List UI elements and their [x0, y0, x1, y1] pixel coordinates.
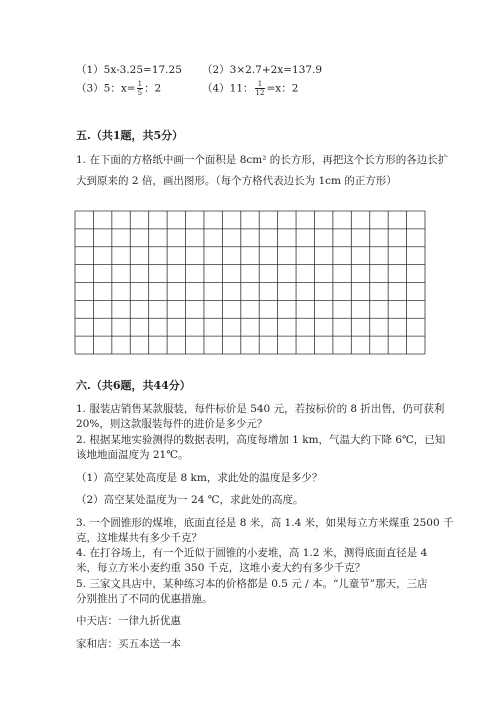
- section-6-q1-line1: 1. 服装店销售某款服装，每件标价是 540 元，若按标价的 8 折出售，仍可获利: [76, 403, 445, 415]
- section-6-q2-line2: 该地地面温度为 21℃。: [76, 449, 189, 461]
- section-6-q5-line2: 分别推出了不同的优惠措施。: [76, 593, 213, 605]
- section-6-title: 六.（共6题，共44分）: [76, 379, 191, 392]
- section-6-q1-line2: 20%，则这款服装每件的进价是多少元？: [76, 418, 268, 430]
- equation-4-prefix: （4）11：: [202, 82, 254, 95]
- equation-3-numerator: 1: [137, 80, 143, 88]
- section-6-q3-line1: 3. 一个圆锥形的煤堆，底面直径是 8 米，高 1.4 米，如果每立方米煤重 2500 千: [76, 517, 454, 529]
- section-6-q2-line1: 2. 根据某地实验测得的数据表明，高度每增加 1 km，气温大约下降 6℃，已知: [76, 434, 446, 446]
- section-6-q5-line1: 5. 三家文具店中，某种练习本的价格都是 0.5 元 / 本。“儿童节”那天，三店: [76, 578, 428, 590]
- equation-3-denominator: 5: [137, 89, 143, 97]
- store-2-offer: 家和店：买五本送一本: [76, 638, 181, 650]
- equation-3-fraction: [137, 80, 143, 97]
- section-5-q1-line1: 1. 在下面的方格纸中画一个面积是 8cm² 的长方形，再把这个长方形的各边长扩: [76, 154, 449, 166]
- section-6-q2-sub1: （1）高空某处高度是 8 km，求此处的温度是多少？: [76, 472, 323, 484]
- equation-3: [76, 80, 161, 97]
- section-5-q1-line2: 大到原来的 2 倍，画出图形。（每个方格代表边长为 1cm 的正方形）: [76, 175, 397, 187]
- equation-4-suffix: =x：2: [266, 82, 299, 95]
- section-6-q3-line2: 克，这堆煤共有多少千克？: [76, 532, 202, 544]
- section-6-q2-sub2: （2）高空某处温度为一 24 ℃，求此处的高度。: [76, 494, 304, 506]
- equation-4-denominator: 12: [255, 89, 265, 97]
- equation-1: （1）5x-3.25=17.25: [76, 64, 182, 76]
- section-6-q4-line1: 4. 在打谷场上，有一个近似于圆锥的小麦堆，高 1.2 米，测得底面直径是 4: [76, 547, 428, 559]
- section-6-q4-line2: 米，每立方米小麦约重 350 千克，这堆小麦大约有多少千克？: [76, 562, 366, 574]
- store-1-offer: 中天店：一律九折优惠: [76, 615, 181, 627]
- equation-3-prefix: （3）5：x=: [76, 82, 136, 95]
- equation-4-numerator: 1: [255, 80, 266, 89]
- equation-2: （2）3×2.7+2x=137.9: [202, 64, 323, 76]
- equation-4: [202, 80, 298, 97]
- grid-paper: [74, 210, 426, 355]
- section-5-title: 五.（共1题，共5分）: [76, 129, 184, 142]
- equation-3-suffix: ：2: [144, 82, 162, 95]
- equation-4-fraction: [255, 80, 266, 97]
